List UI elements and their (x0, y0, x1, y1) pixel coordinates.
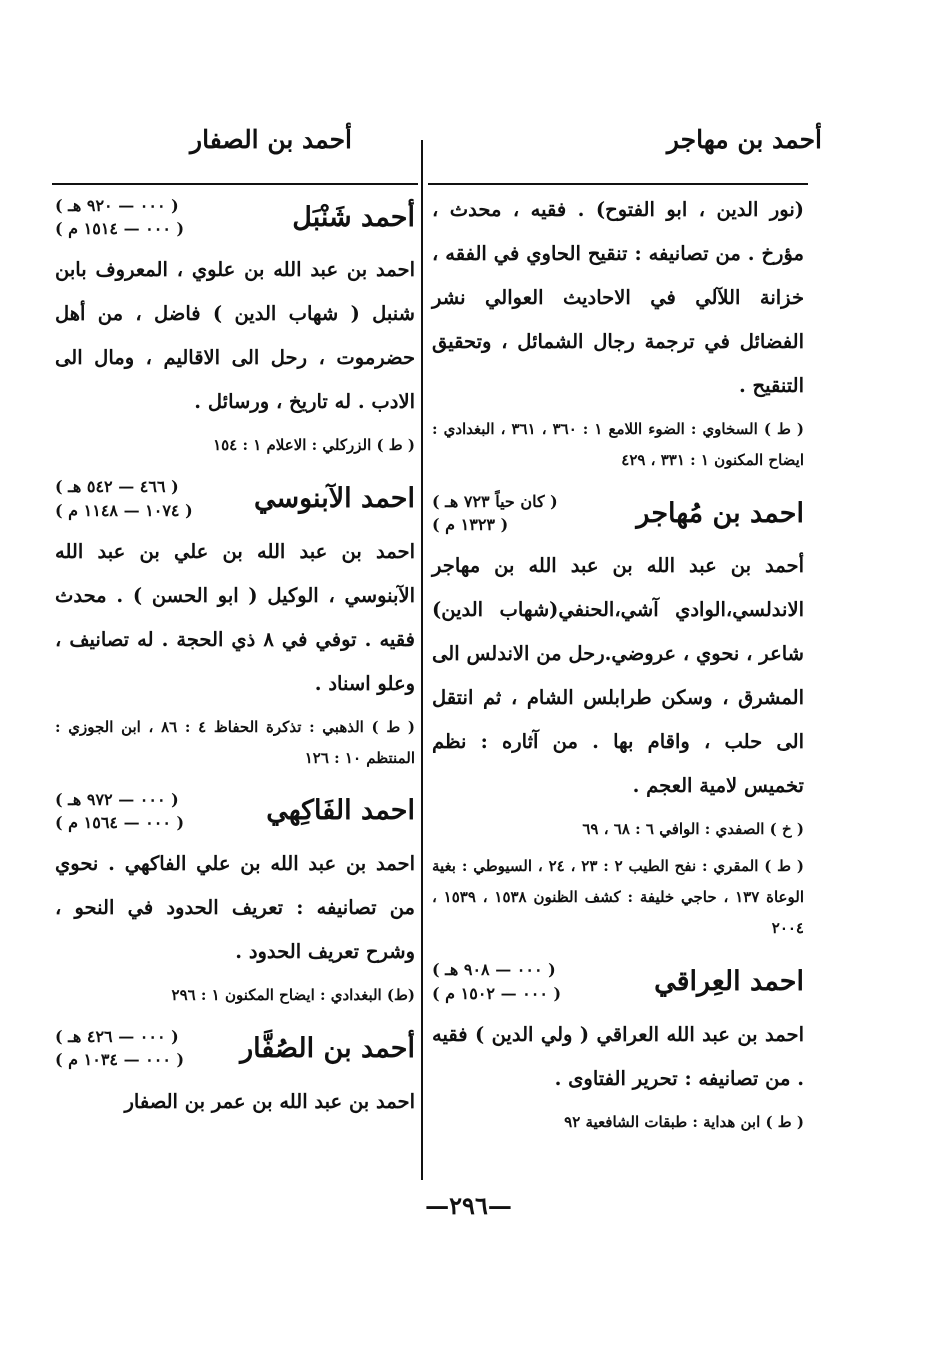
right-column (432, 188, 804, 1152)
entry-source: ( ط ) الزركلي : الاعلام ١ : ١٥٤ (213, 436, 415, 455)
page-number: —٢٩٦— (425, 1191, 512, 1220)
entry-name: احمد بن مُهاجر (636, 497, 804, 529)
entry-name: أحمد بن الصُفَّار (240, 1032, 415, 1064)
entry-body: احمد بن عبد الله بن عمر بن الصفار (124, 1089, 415, 1113)
entry-source: ( ط ) السخاوي : الضوء اللامع ١ : ٣٦٠ ، ٣٦١ ، البغدادي : ايضاح المكنون ١ : ٣٣١ ، ٤٢٩ (432, 420, 804, 469)
entry-dates (55, 475, 193, 521)
entry-name: أحمد شَنْبَل (292, 201, 415, 233)
entry-body: احمد بن عبد الله العراقي ( ولي الدين ) فقيه . من تصانيفه : تحرير الفتاوى . (432, 1022, 804, 1090)
dates-gregorian: ( ١٣٢٣ م ) (432, 515, 509, 535)
entry-name: احمد الفَاكِهي (266, 795, 415, 827)
dates-gregorian: ( ٠٠٠ — ١٥١٤ م ) (55, 219, 185, 239)
entry-dates (55, 788, 184, 834)
entry-name: احمد العِراقي (654, 966, 804, 998)
running-header-right: أحمد بن مهاجر (666, 125, 822, 154)
dates-hijri: ( ٤٦٦ — ٥٤٢ هـ ) (55, 477, 179, 497)
entry-heading (432, 958, 804, 1004)
column-divider (421, 140, 423, 1180)
running-header-left: أحمد بن الصفار (190, 125, 352, 154)
entry-ibn-muhajir (432, 490, 804, 944)
continuation-entry (432, 188, 804, 476)
dates-hijri: ( ٠٠٠ — ٤٢٦ هـ ) (55, 1027, 179, 1047)
entry-name: احمد الآبنوسي (253, 483, 415, 515)
header-rule-left (52, 183, 418, 185)
entry-dates (55, 194, 184, 240)
entry-shanbal (55, 194, 415, 461)
entry-body: (نور الدين ، ابو الفتوح) . فقيه ، محدث ، مؤرخ . من تصانيفه : تنقيح الحاوي في الفقه ، خزانة اللآلي في الاحاديث العوالي نشر الفضائل في ترجمة رجال الشمائل ، وتحقيق التنقيح . (432, 198, 804, 397)
dates-gregorian: ( ١٠٧٤ — ١١٤٨ م ) (55, 500, 193, 520)
entry-dates (55, 1025, 184, 1071)
entry-source: ( ط ) ابن هداية : طبقات الشافعية ٩٢ (564, 1112, 804, 1131)
entry-body: احمد بن عبد الله بن علوي ، المعروف بابن شنبل ( شهاب الدين ) فاضل ، من أهل حضرموت ، رحل الى الاقاليم ، ومال الى الادب . له تاريخ ، ورسائل . (55, 258, 415, 414)
entry-al-iraqi (432, 958, 804, 1137)
dates-gregorian: ( ٠٠٠ — ١٠٣٤ م ) (55, 1050, 185, 1070)
entry-heading (432, 490, 804, 536)
dates-hijri: ( ٠٠٠ — ٩٠٨ هـ ) (432, 960, 556, 980)
dates-hijri: ( ٠٠٠ — ٩٧٢ هـ ) (55, 789, 179, 809)
entry-al-fakihi (55, 788, 415, 1011)
header-rule-right (428, 183, 808, 185)
dates-gregorian: ( ٠٠٠ — ١٥٠٢ م ) (432, 983, 562, 1003)
entry-source: ( ط ) الذهبي : تذكرة الحفاظ ٤ : ٨٦ ، ابن الجوزي : المنتظم ١٠ : ١٢٦ (55, 717, 416, 767)
entry-heading (55, 1025, 415, 1071)
entry-heading (55, 475, 415, 521)
entry-ibn-al-saffar (55, 1025, 415, 1123)
entry-body: احمد بن عبد الله بن علي الفاكهي . نحوي من تصانيفه : تعريف الحدود في النحو ، وشرح تعريف الحدود . (55, 852, 415, 964)
entry-body: احمد بن عبد الله بن علي بن عبد الله الآبنوسي ، الوكيل ( ابو الحسن ) . محدث فقيه . توفي في ٨ ذي الحجة . له تصانيف ، وعلو اسناد . (55, 539, 415, 695)
dates-hijri: ( كان حياً ٧٢٣ هـ ) (432, 492, 558, 511)
dates-hijri: ( ٠٠٠ — ٩٢٠ هـ ) (55, 196, 179, 215)
entry-heading (55, 788, 415, 834)
dates-gregorian: ( ٠٠٠ — ١٥٦٤ م ) (55, 812, 185, 832)
entry-body: أحمد بن عبد الله بن عبد الله بن مهاجر الاندلسي،الوادي آشي،الحنفي(شهاب الدين) شاعر ، نحوي ، عروضي.رحل من الاندلس الى المشرق ، وسكن طرابلس الشام ، ثم انتقل الى حلب ، واقام بها . من آثاره : نظم تخميس لامية العجم . (432, 554, 804, 798)
entry-source: ( خ ) الصفدي : الوافي ٦ : ٦٨ ، ٦٩ (582, 820, 804, 839)
entry-source: ( ط ) المقري : نفح الطيب ٢ : ٢٣ ، ٢٤ ، السيوطي : بغية الوعاة ١٣٧ ، حاجي خليفة : كشف الظنون ١٥٣٨ ، ١٥٣٩ ، ٢٠٠٤ (432, 857, 804, 938)
entry-heading (55, 194, 415, 240)
entry-dates (432, 958, 561, 1004)
entry-al-abanusi (55, 475, 415, 773)
left-column (55, 188, 415, 1138)
entry-dates (432, 490, 558, 536)
entry-source: (ط) البغدادي : ايضاح المكنون ١ : ٢٩٦ (171, 986, 415, 1005)
